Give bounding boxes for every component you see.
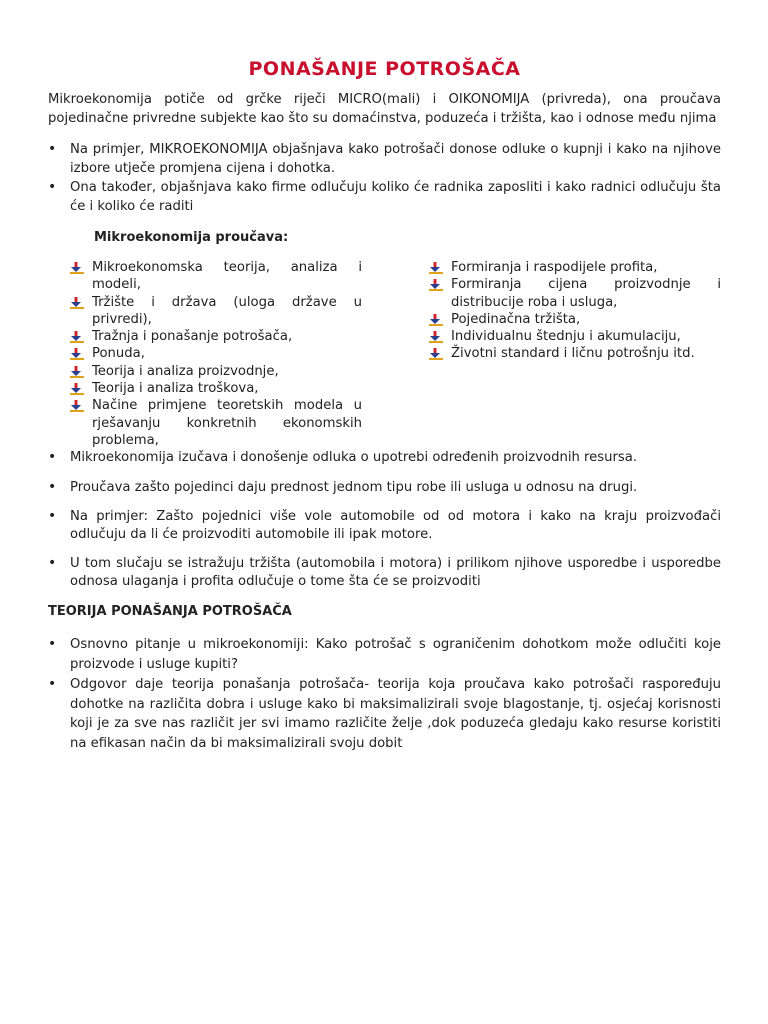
section-heading: TEORIJA PONAŠANJA POTROŠAČA	[48, 604, 292, 620]
list-item-text: Formiranja i raspodijele profita,	[451, 260, 658, 275]
list-item	[429, 345, 721, 362]
studies-list-right	[429, 259, 721, 449]
list-item: • Proučava zašto pojedinci daju prednost jednom tipu robe ili usluga u odnosu na drugi.	[48, 479, 721, 497]
list-item-text: Tržište i država (uloga države u privredi),	[92, 294, 362, 327]
list-item: • Na primjer, MIKROEKONOMIJA objašnjava kako potrošači donose odluke o kupnji i kako na njihove izbore utječe promjena cijena i dohotka.	[48, 140, 721, 178]
list-item-text: Ponuda,	[92, 346, 145, 362]
list-item-text: Pojedinačna tržišta,	[451, 311, 581, 327]
list-item: • Na primjer: Zašto pojednici više vole automobile od od motora i kako na kraju proizvođači odlučuju da li će proizvoditi automobile ili ipak motore.	[48, 508, 721, 543]
list-item	[70, 380, 362, 397]
list-item-text: Formiranja cijena proizvodnje i distribucije roba i usluga,	[451, 277, 721, 310]
list-item	[70, 328, 362, 345]
list-item	[70, 363, 362, 380]
arrow-bullet-icon	[429, 348, 443, 360]
list-item	[70, 259, 362, 294]
list-item-text: Tražnja i ponašanje potrošača,	[92, 329, 293, 345]
list-item	[70, 294, 362, 329]
list-item	[70, 397, 362, 449]
document-page	[48, 58, 721, 754]
list-item-text: Individualnu štednju i akumulaciju,	[451, 329, 681, 345]
document-title: PONAŠANJE POTROŠAČA	[248, 58, 521, 80]
list-item	[429, 311, 721, 328]
list-item-text: Mikroekonomska teorija, analiza i modeli,	[92, 260, 362, 293]
list-item-text: Životni standard i ličnu potrošnju itd.	[451, 346, 695, 362]
arrow-bullet-icon	[429, 331, 443, 343]
studies-heading: Mikroekonomija proučava:	[94, 230, 289, 245]
intro-paragraph: Mikroekonomija potiče od grčke riječi MICRO(mali) i OIKONOMIJA (privreda), ona proučava pojedinačne privredne subjekte kao što su domaćinstva, poduzeća i tržišta, kao i odnose među njima	[48, 92, 721, 126]
theory-bullet-list	[48, 635, 721, 754]
list-item	[429, 259, 721, 276]
arrow-bullet-icon	[70, 383, 84, 395]
list-item: • U tom slučaju se istražuju tržišta (automobila i motora) i prilikom njihove usporedbe i usporedbe odnosa ulaganja i profita odlučuje o tome šta će se proizvoditi	[48, 555, 721, 590]
arrow-bullet-icon	[70, 297, 84, 309]
details-bullet-list	[48, 449, 721, 590]
list-item	[429, 276, 721, 311]
intro-bullet-list	[48, 140, 721, 216]
list-item: • Mikroekonomija izučava i donošenje odluka o upotrebi određenih proizvodnih resursa.	[48, 449, 721, 467]
studies-list-left	[70, 259, 362, 449]
list-item-text: Teorija i analiza troškova,	[92, 381, 259, 397]
list-item: • Ona također, objašnjava kako firme odlučuju koliko će radnika zaposliti i kako radnici odlučuju šta će i koliko će raditi	[48, 178, 721, 216]
list-item: • Odgovor daje teorija ponašanja potrošača- teorija koja proučava kako potrošači raspoređuju dohotke na različita dobra i usluge kako bi maksimalizirali svoje blagostanje, tj. osjećaj korisnosti koji je za sve nas različit jer svi imamo različite želje ,dok poduzeća gledaju kako resurse koristiti na efikasan način da bi maksimalizirali svoju dobit	[48, 675, 721, 754]
list-item-text: Načine primjene teoretskih modela u rješavanju konkretnih ekonomskih problema,	[92, 398, 362, 448]
list-item: • Osnovno pitanje u mikroekonomiji: Kako potrošač s ograničenim dohotkom može odlučiti koje proizvode i usluge kupiti?	[48, 635, 721, 675]
list-item	[429, 328, 721, 345]
arrow-bullet-icon	[429, 279, 443, 291]
arrow-bullet-icon	[70, 348, 84, 360]
arrow-bullet-icon	[429, 314, 443, 326]
arrow-bullet-icon	[429, 262, 443, 274]
list-item	[70, 345, 362, 362]
studies-columns	[70, 259, 721, 449]
arrow-bullet-icon	[70, 262, 84, 274]
arrow-bullet-icon	[70, 366, 84, 378]
arrow-bullet-icon	[70, 400, 84, 412]
arrow-bullet-icon	[70, 331, 84, 343]
list-item-text: Teorija i analiza proizvodnje,	[92, 363, 279, 379]
